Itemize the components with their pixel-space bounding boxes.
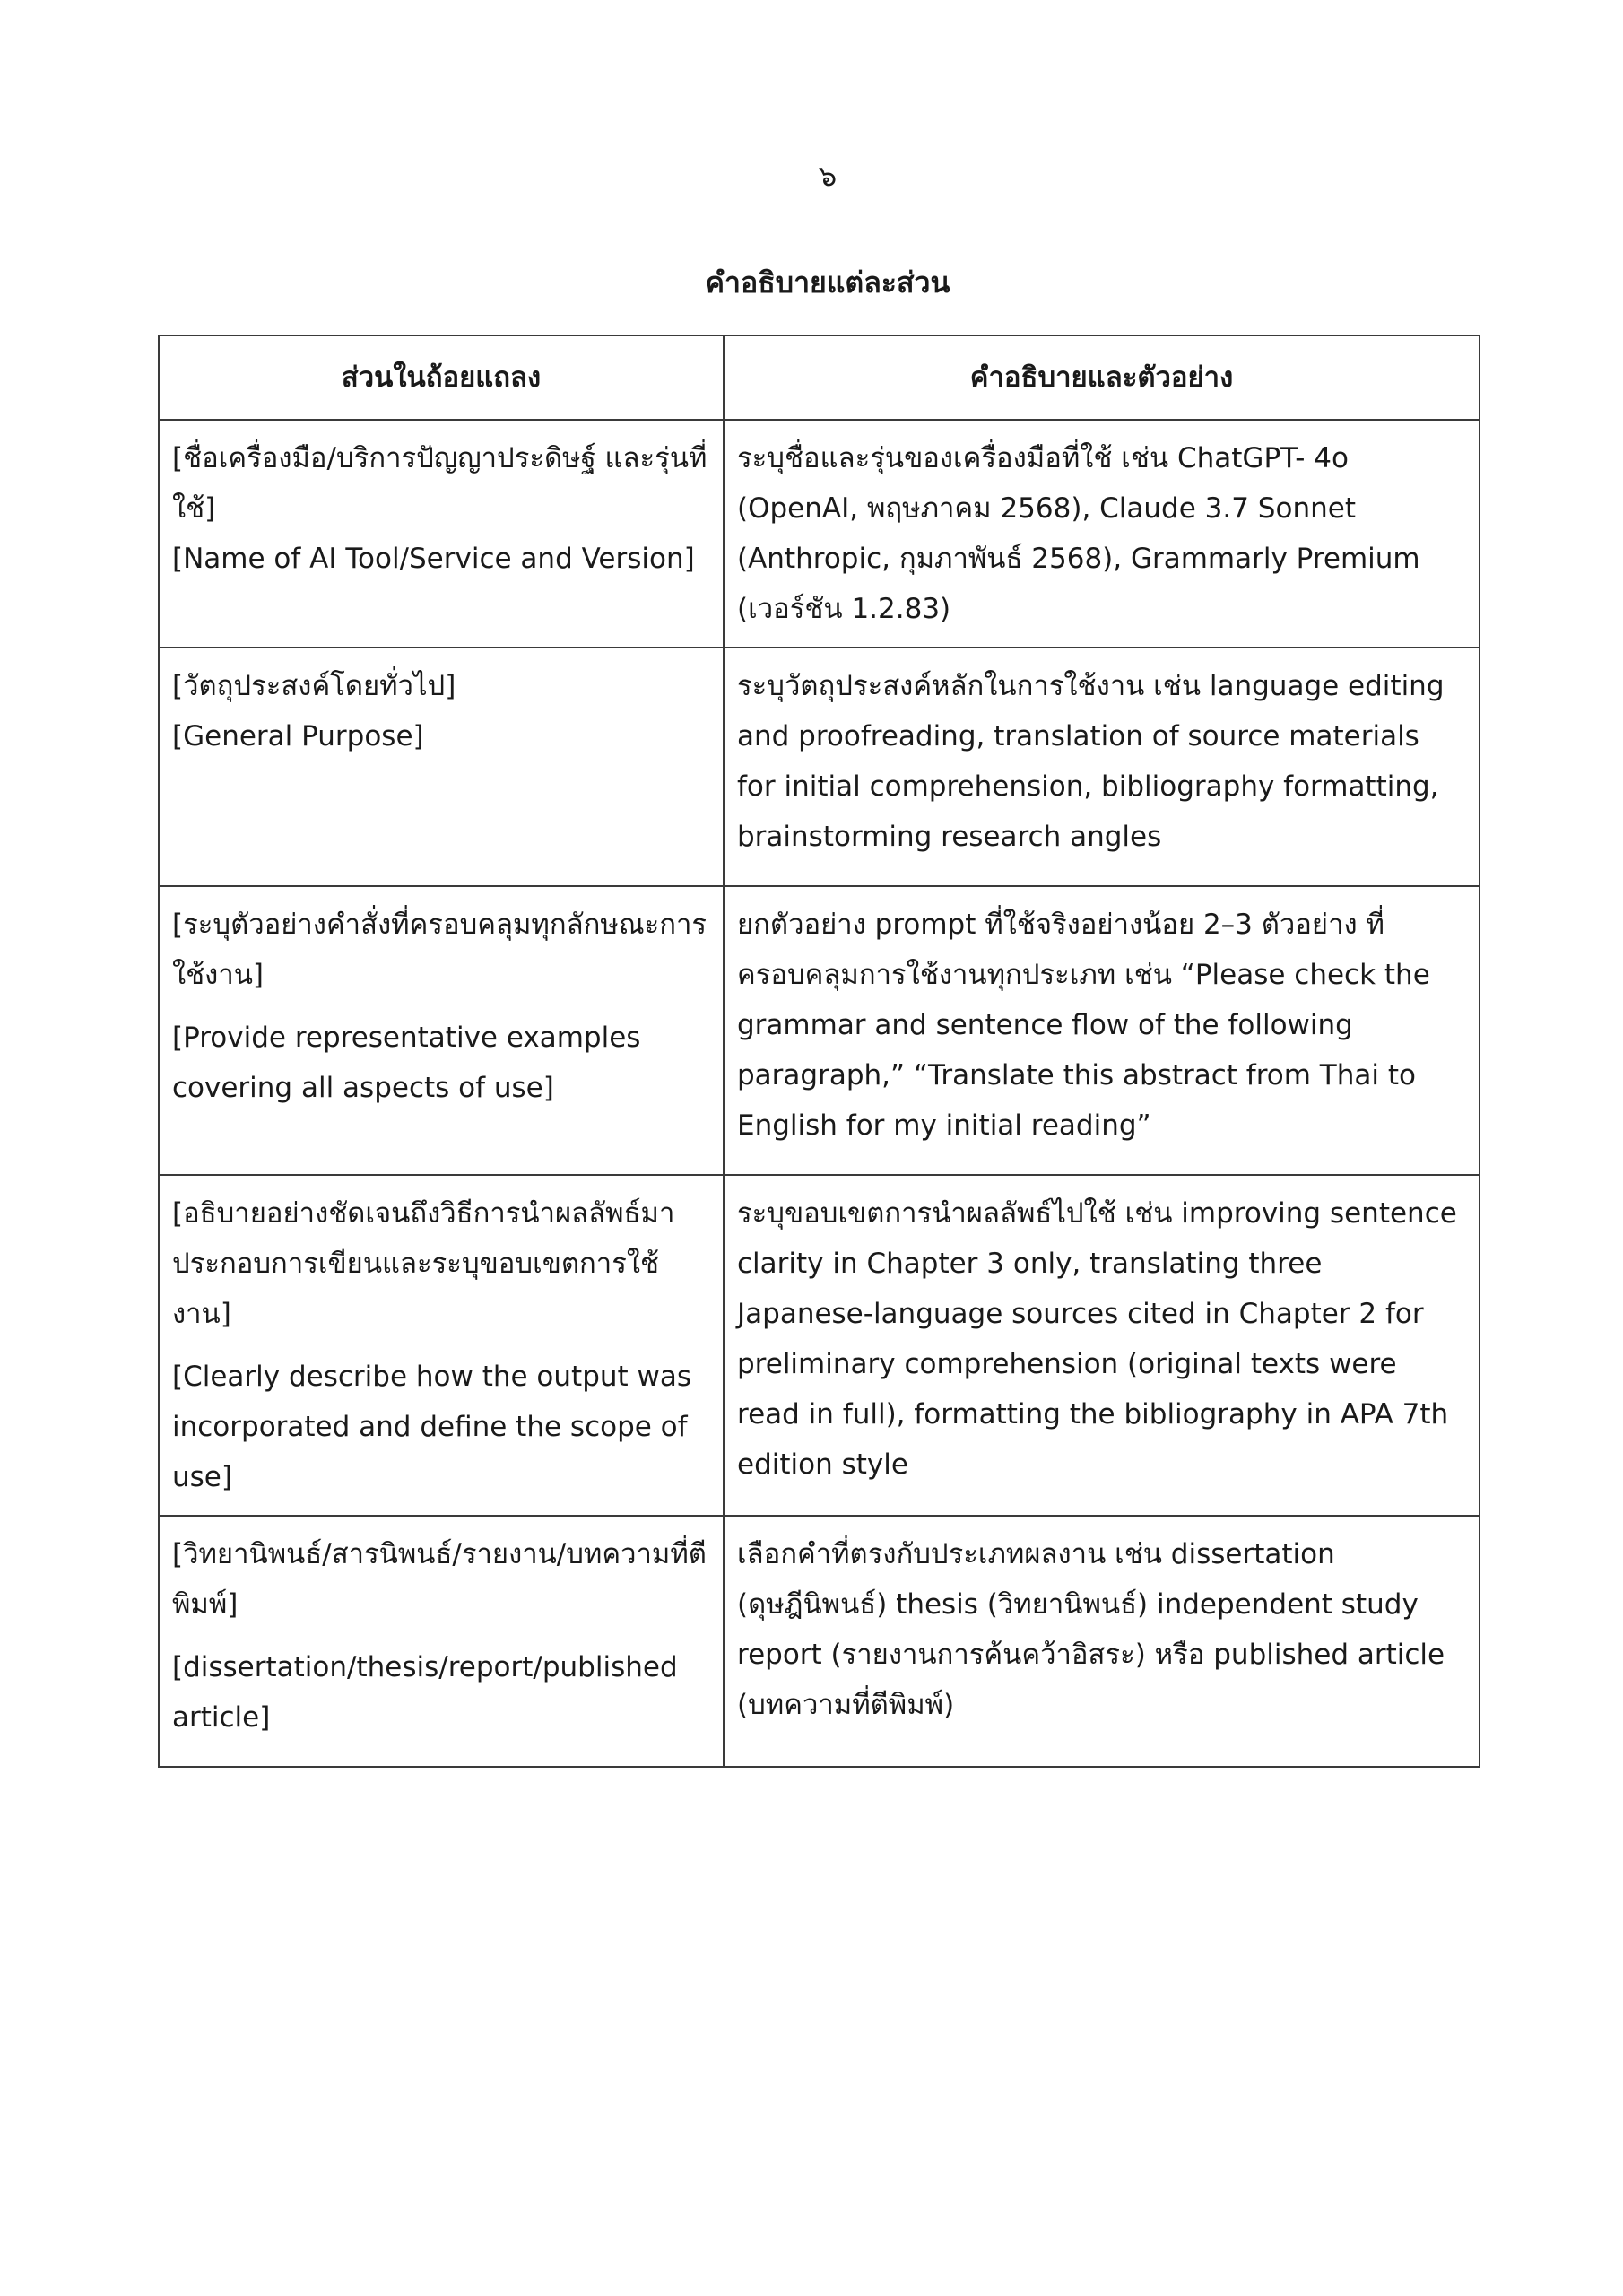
- part-cell: [159, 1516, 724, 1767]
- part-text-thai: [ระบุตัวอย่างคำสั่งที่ครอบคลุมทุกลักษณะการใช้งาน]: [172, 909, 707, 991]
- description-cell: เลือกคำที่ตรงกับประเภทผลงาน เช่น dissertation (ดุษฎีนิพนธ์) thesis (วิทยานิพนธ์) independent study report (รายงานการค้นคว้าอิสระ) หรือ published article (บทความที่ตีพิมพ์): [724, 1516, 1480, 1767]
- description-cell: ระบุขอบเขตการนำผลลัพธ์ไปใช้ เช่น improving sentence clarity in Chapter 3 only, translating three Japanese-language sources cited in Chapter 2 for preliminary comprehension (original texts were read in full), formatting the bibliography in APA 7th edition style: [724, 1175, 1480, 1516]
- part-text-english: [dissertation/thesis/report/published article]: [172, 1651, 678, 1734]
- part-cell: [159, 420, 724, 648]
- part-text-english: [Provide representative examples covering all aspects of use]: [172, 1022, 641, 1104]
- description-cell: ระบุวัตถุประสงค์หลักในการใช้งาน เช่น language editing and proofreading, translation of source materials for initial comprehension, bibliography formatting, brainstorming research angles: [724, 648, 1480, 886]
- description-cell: ระบุชื่อและรุ่นของเครื่องมือที่ใช้ เช่น ChatGPT- 4o (OpenAI, พฤษภาคม 2568), Claude 3.7 Sonnet (Anthropic, กุมภาพันธ์ 2568), Grammarly Premium (เวอร์ชัน 1.2.83): [724, 420, 1480, 648]
- part-cell: [159, 1175, 724, 1516]
- table-row: [159, 648, 1480, 886]
- part-text-thai: [อธิบายอย่างชัดเจนถึงวิธีการนำผลลัพธ์มาประกอบการเขียนและระบุขอบเขตการใช้งาน]: [172, 1197, 675, 1330]
- description-cell: ยกตัวอย่าง prompt ที่ใช้จริงอย่างน้อย 2–3 ตัวอย่าง ที่ครอบคลุมการใช้งานทุกประเภท เช่น “Please check the grammar and sentence flow of the following paragraph,” “Translate this abstract from Thai to English for my initial reading”: [724, 886, 1480, 1175]
- column-header-part: ส่วนในถ้อยแถลง: [159, 335, 724, 420]
- table-header-row: [159, 335, 1480, 420]
- table-row: [159, 420, 1480, 648]
- part-text-thai: [วิทยานิพนธ์/สารนิพนธ์/รายงาน/บทความที่ตีพิมพ์]: [172, 1538, 707, 1621]
- part-text-english: [Clearly describe how the output was incorporated and define the scope of use]: [172, 1361, 692, 1493]
- part-text: [ชื่อเครื่องมือ/บริการปัญญาประดิษฐ์ และรุ่นที่ใช้] [Name of AI Tool/Service and Version]: [172, 442, 707, 575]
- table-row: [159, 886, 1480, 1175]
- page-number: ๖: [818, 159, 838, 193]
- part-cell: [159, 648, 724, 886]
- part-text: [วัตถุประสงค์โดยทั่วไป] [General Purpose]: [172, 670, 456, 752]
- table-row: [159, 1516, 1480, 1767]
- part-cell: [159, 886, 724, 1175]
- description-table: [158, 335, 1480, 1768]
- column-header-description: คำอธิบายและตัวอย่าง: [724, 335, 1480, 420]
- page-title: คำอธิบายแต่ละส่วน: [705, 265, 950, 300]
- table-row: [159, 1175, 1480, 1516]
